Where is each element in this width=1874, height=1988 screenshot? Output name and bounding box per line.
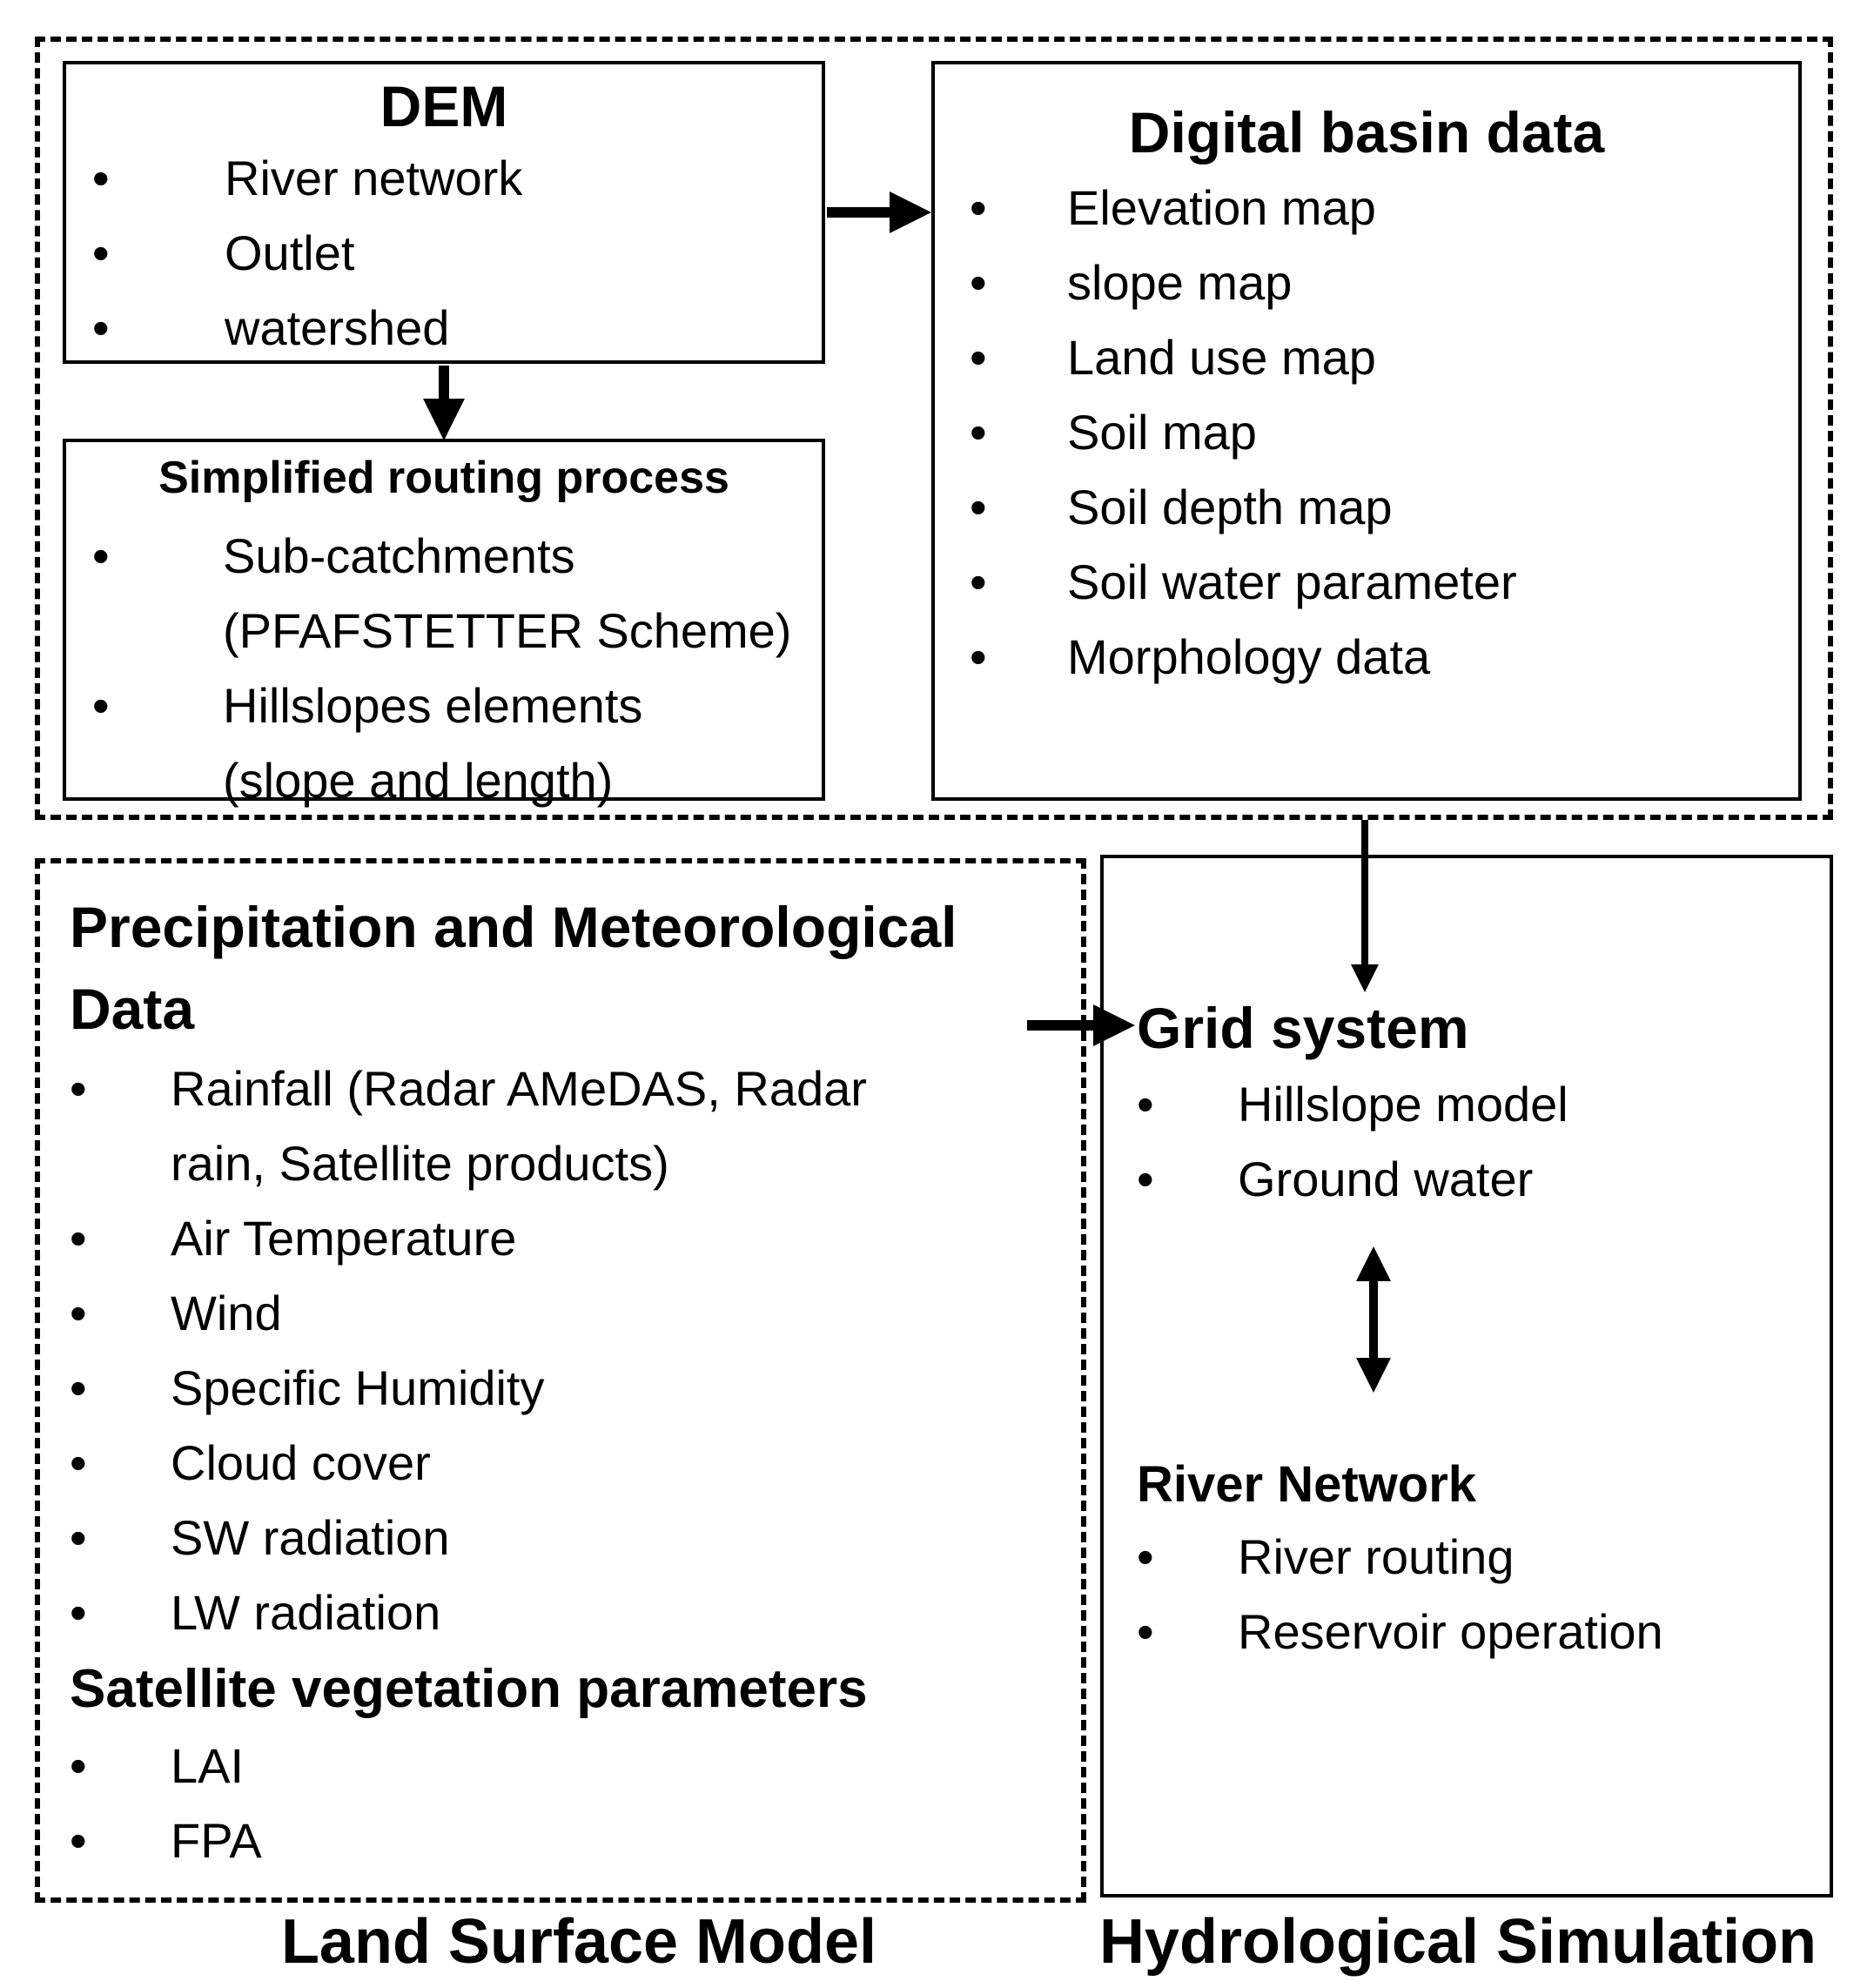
- list-item: • FPA: [70, 1813, 262, 1868]
- routing-title: Simplified routing process: [158, 453, 729, 503]
- river-title: River Network: [1137, 1456, 1477, 1513]
- list-item: • River network: [92, 151, 523, 205]
- list-item: • Hillslopes elements (slope and length): [92, 678, 643, 808]
- list-item: • Sub-catchments (PFAFSTETTER Scheme): [92, 528, 792, 658]
- list-item: • Cloud cover: [70, 1435, 431, 1490]
- list-item: • River routing: [1137, 1529, 1515, 1584]
- list-item: • Soil depth map: [970, 480, 1393, 534]
- precip-title-line1: Precipitation and Meteorological: [70, 895, 957, 959]
- list-item: • watershed: [92, 300, 450, 355]
- list-item: • LAI: [70, 1738, 245, 1793]
- precip-title-line2: Data: [70, 977, 195, 1041]
- list-item: • Rainfall (Radar AMeDAS, Radar rain, Satellite products): [70, 1061, 867, 1191]
- list-item: • Land use map: [970, 330, 1376, 385]
- list-item: • Air Temperature: [70, 1211, 517, 1266]
- land-surface-model-label: Land Surface Model: [280, 1907, 877, 1977]
- list-item: • Hillslope model: [1137, 1077, 1568, 1132]
- hydrological-simulation-label: Hydrological Simulation: [1098, 1907, 1817, 1977]
- list-item: • Ground water: [1137, 1152, 1534, 1206]
- list-item: • Reservoir operation: [1137, 1604, 1663, 1659]
- list-item: • slope map: [970, 255, 1293, 310]
- list-item: • Soil map: [970, 405, 1257, 460]
- list-item: • Soil water parameter: [970, 554, 1517, 609]
- list-item: • LW radiation: [70, 1585, 441, 1640]
- list-item: • SW radiation: [70, 1510, 450, 1565]
- grid-title: Grid system: [1137, 996, 1469, 1060]
- satellite-title: Satellite vegetation parameters: [70, 1659, 868, 1719]
- basin-title: Digital basin data: [1128, 100, 1605, 165]
- list-item: • Morphology data: [970, 629, 1431, 684]
- list-item: • Wind: [70, 1286, 282, 1340]
- list-item: • Specific Humidity: [70, 1360, 545, 1415]
- list-item: • Outlet: [92, 225, 355, 280]
- dem-title: DEM: [380, 74, 508, 138]
- list-item: • Elevation map: [970, 180, 1376, 235]
